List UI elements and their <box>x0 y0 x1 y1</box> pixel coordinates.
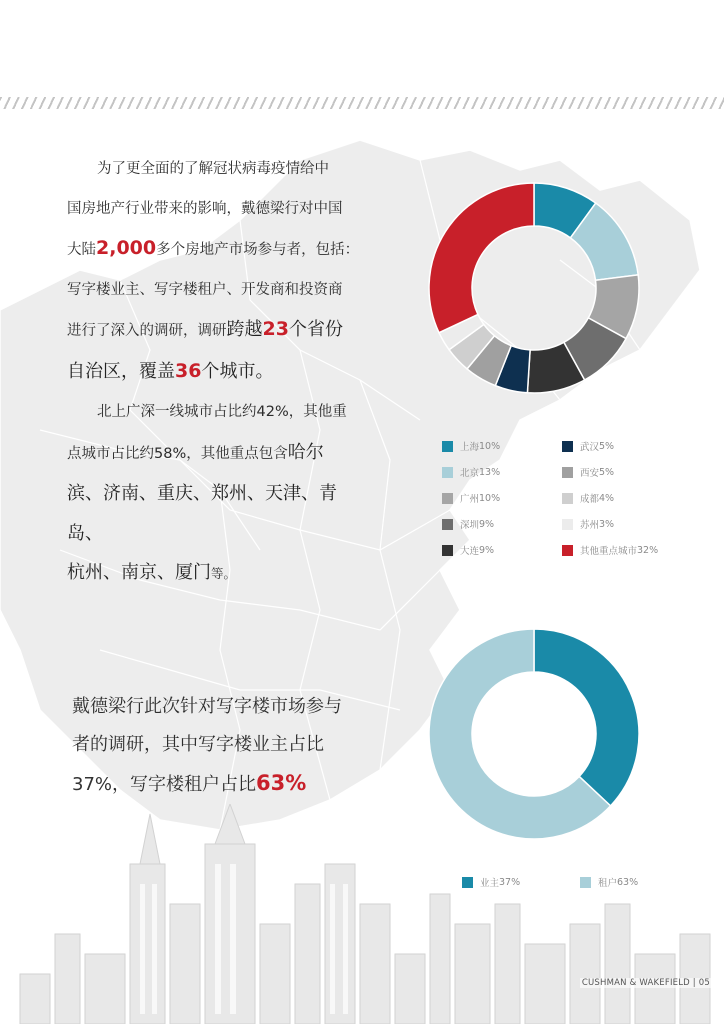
legend-label: 业主 <box>480 878 500 889</box>
city-distribution-donut-chart <box>428 182 640 394</box>
legend-swatch <box>442 441 453 452</box>
legend-percent: 5% <box>599 466 615 478</box>
legend-swatch <box>442 493 453 504</box>
city-count: 36 <box>175 359 202 382</box>
page-footer: CUSHMAN & WAKEFIELD | 05 <box>581 978 710 988</box>
owner-share: 37% <box>72 774 113 795</box>
paragraph-survey-intro <box>67 150 367 393</box>
p2-line-1: 北上广深一线城市占比约42%，其他重 <box>97 404 347 420</box>
legend-label: 苏州 <box>580 520 600 531</box>
legend-percent: 9% <box>479 544 495 556</box>
p2-line-2b: 哈尔 <box>287 441 324 463</box>
legend-swatch <box>442 545 453 556</box>
office-survey-text-block <box>72 688 382 804</box>
legend-percent: 5% <box>599 440 615 452</box>
legend-swatch <box>580 877 591 888</box>
legend-label: 广州 <box>460 494 480 505</box>
legend-label: 大连 <box>460 546 480 557</box>
p1-line-5b: 跨越 <box>226 319 263 340</box>
legend-percent: 10% <box>479 440 501 452</box>
participant-count: 2,000 <box>96 237 157 259</box>
legend-swatch <box>442 467 453 478</box>
legend-label: 深圳 <box>460 520 480 531</box>
legend-swatch <box>562 441 573 452</box>
page-number: 05 <box>698 978 710 988</box>
footer-brand: CUSHMAN & WAKEFIELD <box>581 978 690 988</box>
p1-line-2: 国房地产行业带来的影响，戴德梁行对中国 <box>67 200 343 217</box>
p1-line-6b: 个城市。 <box>201 360 274 382</box>
p3-line-3b: ，写字楼租户占比 <box>112 774 257 795</box>
owner-slice-0 <box>534 629 639 806</box>
legend-label: 其他重点城市 <box>580 546 638 557</box>
city-legend-item <box>442 465 500 479</box>
legend-label: 租户 <box>598 878 618 889</box>
legend-percent: 4% <box>599 492 615 504</box>
legend-swatch <box>562 545 573 556</box>
city-slice-9 <box>429 183 534 333</box>
tenant-share: 63% <box>256 771 307 795</box>
legend-percent: 32% <box>637 544 659 556</box>
city-legend-item <box>562 491 614 505</box>
p1-line-4: 写字楼业主、写字楼租户、开发商和投资商 <box>67 281 343 298</box>
city-legend-item <box>442 543 494 557</box>
province-count: 23 <box>262 318 289 340</box>
legend-percent: 9% <box>479 518 495 530</box>
p1-line-3b: 多个房地产市场参与者，包括： <box>156 242 360 258</box>
legend-label: 西安 <box>580 468 600 479</box>
legend-percent: 3% <box>599 518 615 530</box>
p3-line-2: 者的调研，其中写字楼业主占比 <box>72 734 324 755</box>
legend-percent: 10% <box>479 492 501 504</box>
owner-legend-item <box>580 875 638 889</box>
city-legend-item <box>562 465 614 479</box>
legend-label: 成都 <box>580 494 600 505</box>
legend-swatch <box>462 877 473 888</box>
city-legend-item <box>442 491 500 505</box>
legend-swatch <box>562 519 573 530</box>
legend-swatch <box>562 493 573 504</box>
legend-swatch <box>442 519 453 530</box>
p2-line-4a: 杭州、南京、厦门 <box>67 562 211 583</box>
p3-line-1: 戴德梁行此次针对写字楼市场参与 <box>72 696 342 717</box>
legend-percent: 37% <box>499 876 521 888</box>
paragraph-office-survey <box>72 688 382 804</box>
p1-line-3a: 大陆 <box>67 242 96 258</box>
paragraph-city-distribution <box>67 393 367 595</box>
city-legend-item <box>442 439 500 453</box>
city-legend-item <box>562 517 614 531</box>
city-legend-item <box>442 517 494 531</box>
p1-line-1: 为了更全面的了解冠状病毒疫情给中 <box>97 161 329 177</box>
legend-percent: 13% <box>479 466 501 478</box>
intro-text-block <box>67 150 367 595</box>
decorative-hatch-bar <box>0 97 724 109</box>
legend-percent: 63% <box>617 876 639 888</box>
p1-line-6a: 自治区，覆盖 <box>67 360 175 382</box>
p2-line-3: 滨、济南、重庆、郑州、天津、青岛、 <box>67 483 337 544</box>
p2-line-2a: 点城市占比约58%，其他重点包含 <box>67 445 288 462</box>
p1-line-5c: 个省份 <box>288 319 343 340</box>
owner-tenant-donut-chart <box>428 628 640 840</box>
owner-legend-item <box>462 875 520 889</box>
p2-line-4b: 等。 <box>211 566 237 581</box>
legend-label: 北京 <box>460 468 480 479</box>
city-legend-item <box>562 439 614 453</box>
legend-label: 武汉 <box>580 442 600 453</box>
legend-label: 上海 <box>460 442 480 453</box>
legend-swatch <box>562 467 573 478</box>
city-legend-item <box>562 543 658 557</box>
p1-line-5a: 进行了深入的调研，调研 <box>67 323 227 339</box>
